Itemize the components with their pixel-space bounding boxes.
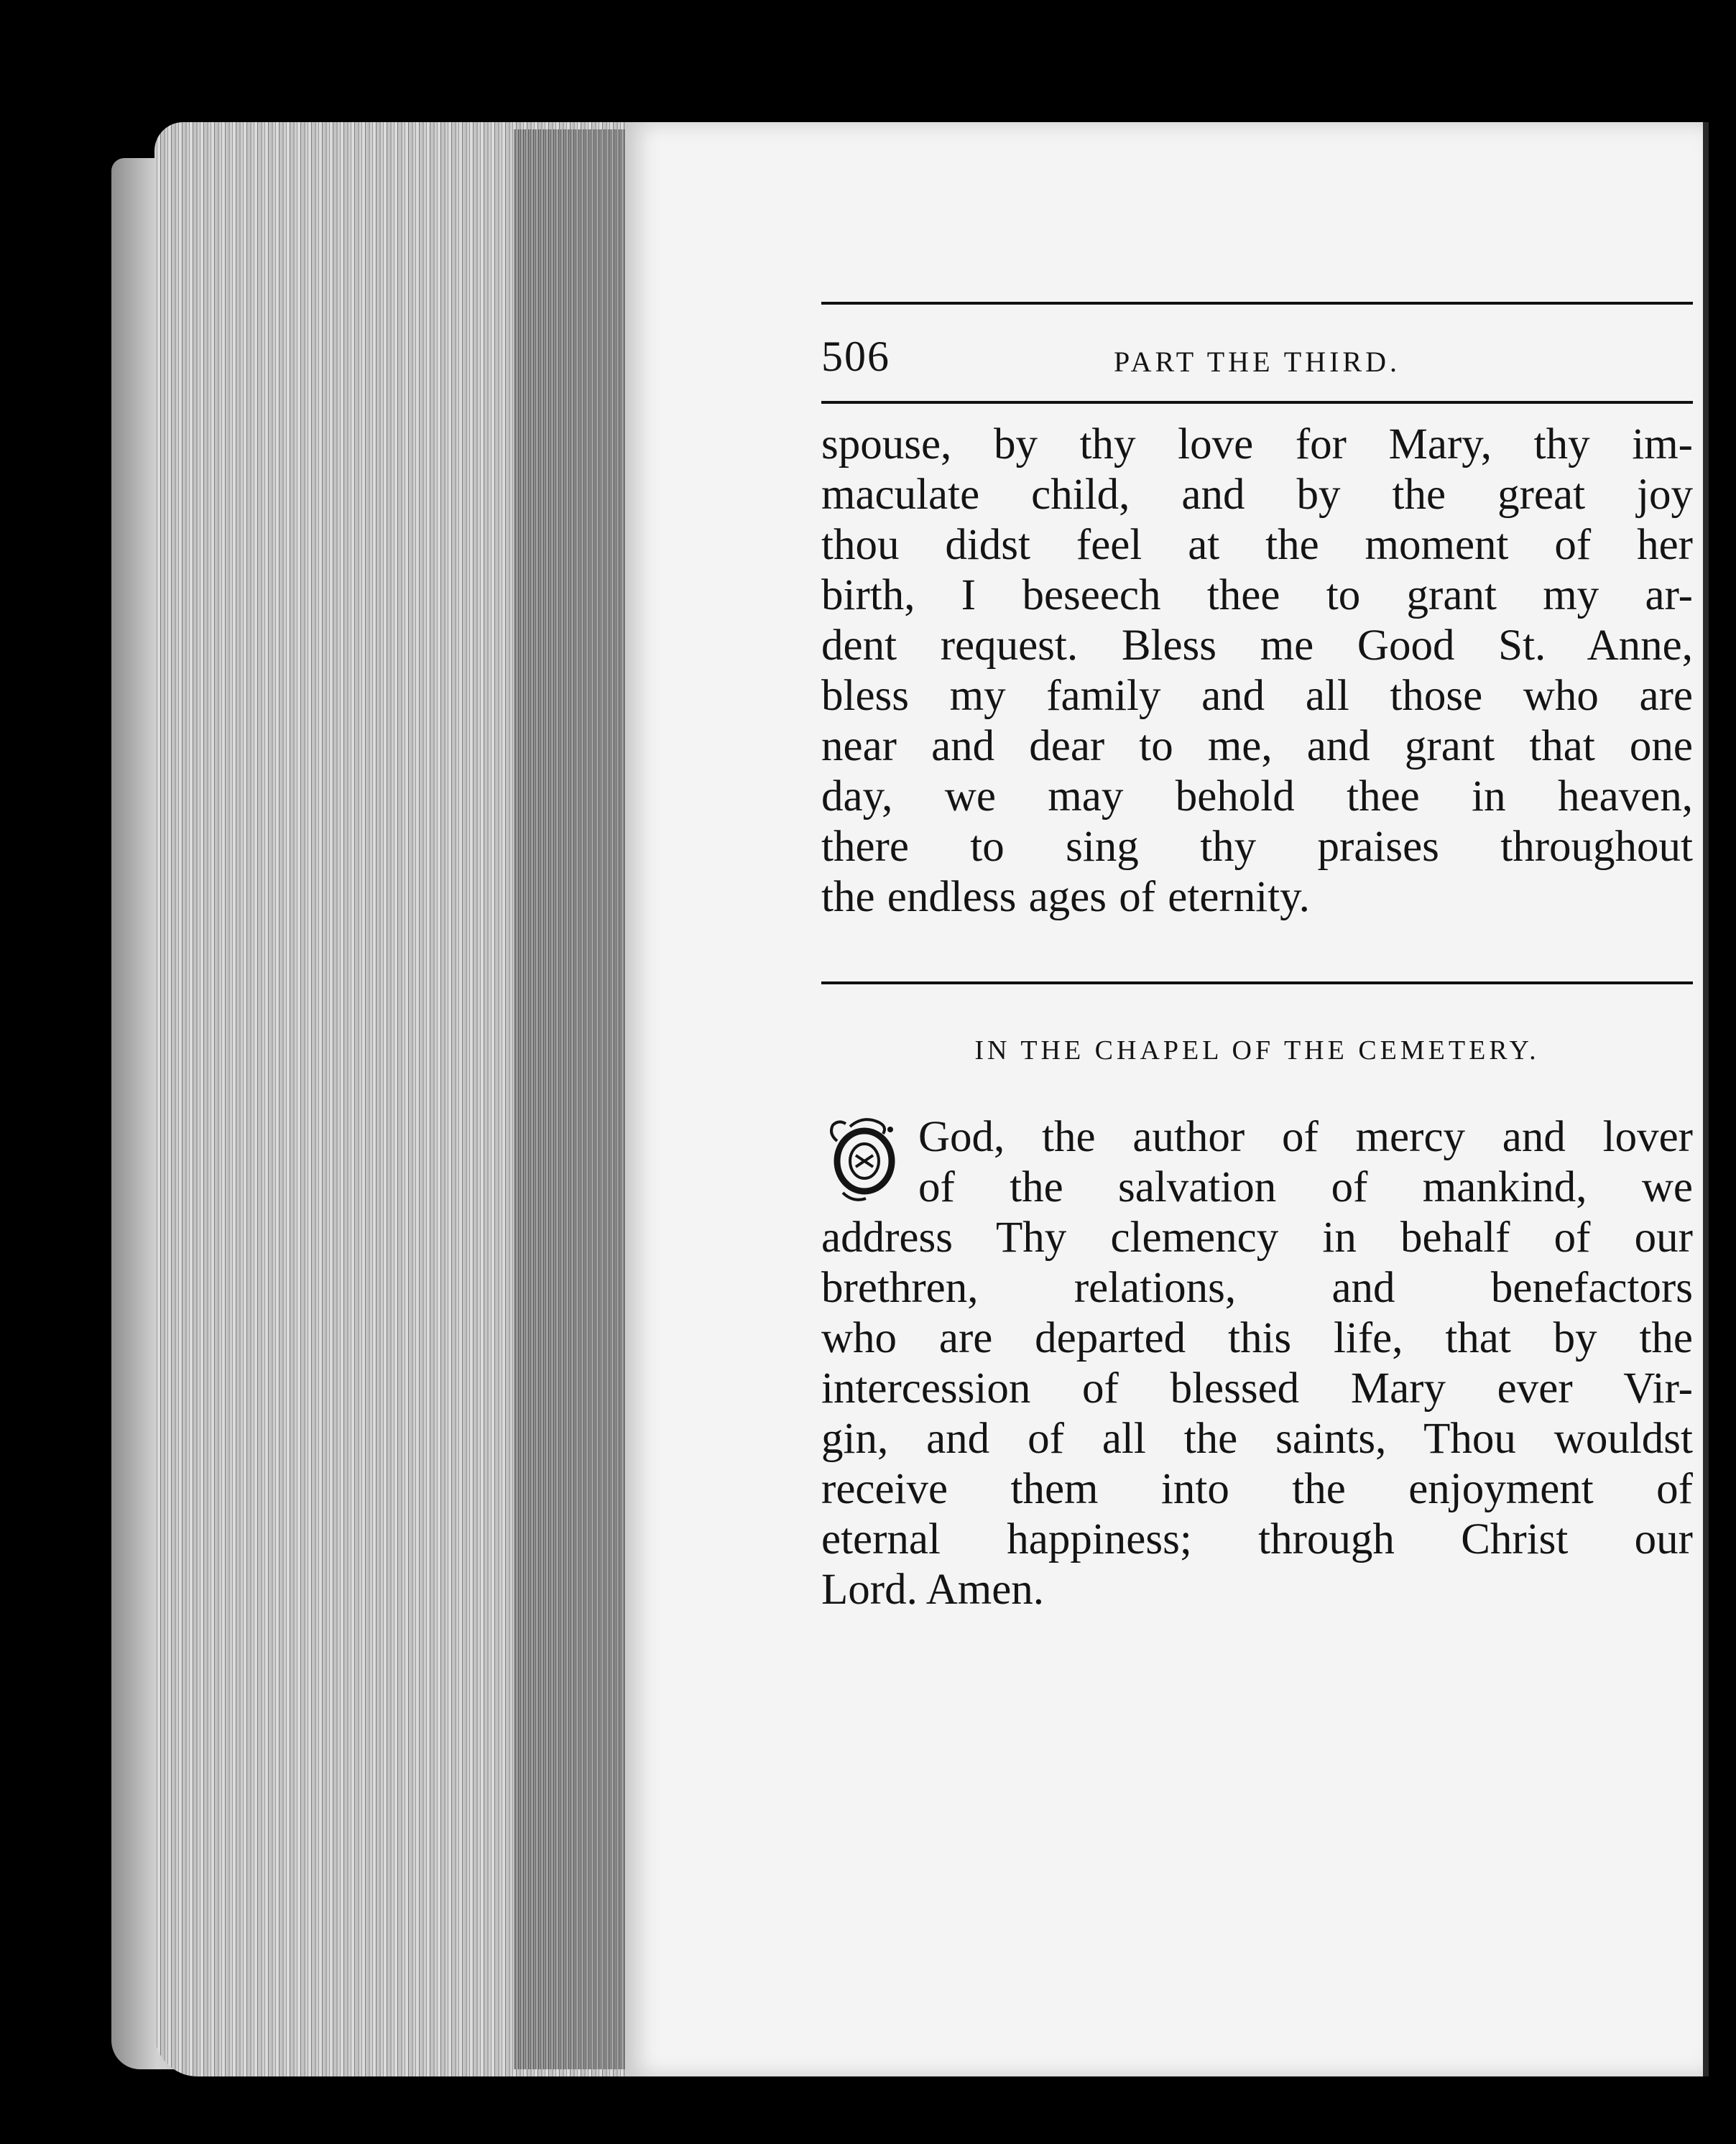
text-line: of the salvation of mankind, we — [918, 1163, 1693, 1211]
page-right-edge — [1703, 122, 1709, 2076]
text-line: Lord. Amen. — [821, 1566, 1045, 1614]
text-line: dent request. Bless me Good St. Anne, — [821, 622, 1693, 670]
section-divider — [821, 981, 1693, 984]
text-line: spouse, by thy love for Mary, thy im- — [821, 420, 1693, 468]
text-line: the endless ages of eternity. — [821, 873, 1310, 921]
text-line: bless my family and all those who are — [821, 672, 1693, 720]
text-line: day, we may behold thee in heaven, — [821, 772, 1693, 821]
text-block — [821, 302, 1693, 1615]
section-title: IN THE CHAPEL OF THE CEMETERY. — [974, 1035, 1540, 1066]
paragraph-continued — [821, 420, 1693, 923]
text-line: birth, I beseech thee to grant my ar- — [821, 571, 1693, 619]
header-bottom-rule — [821, 401, 1693, 404]
text-line: thou didst feel at the moment of her — [821, 521, 1693, 569]
prayer-paragraph — [821, 1112, 1693, 1615]
text-line: there to sing thy praises throughout — [821, 823, 1693, 871]
text-line: near and dear to me, and grant that one — [821, 722, 1693, 770]
running-title: PART THE THIRD. — [1114, 346, 1400, 378]
text-line: address Thy clemency in behalf of our — [821, 1214, 1693, 1262]
text-line: receive them into the enjoyment of — [821, 1465, 1693, 1513]
text-line: intercession of blessed Mary ever Vir- — [821, 1364, 1693, 1413]
ornamental-o-drop-cap-icon — [821, 1112, 906, 1206]
text-line: God, the author of mercy and lover — [918, 1113, 1693, 1161]
text-line: eternal happiness; through Christ our — [821, 1515, 1693, 1563]
page-number: 506 — [821, 333, 890, 380]
text-line: gin, and of all the saints, Thou wouldst — [821, 1415, 1693, 1463]
text-line: maculate child, and by the great joy — [821, 471, 1693, 519]
text-line: brethren, relations, and benefactors — [821, 1264, 1693, 1312]
text-line: who are departed this life, that by the — [821, 1314, 1693, 1362]
running-head — [821, 305, 1693, 401]
